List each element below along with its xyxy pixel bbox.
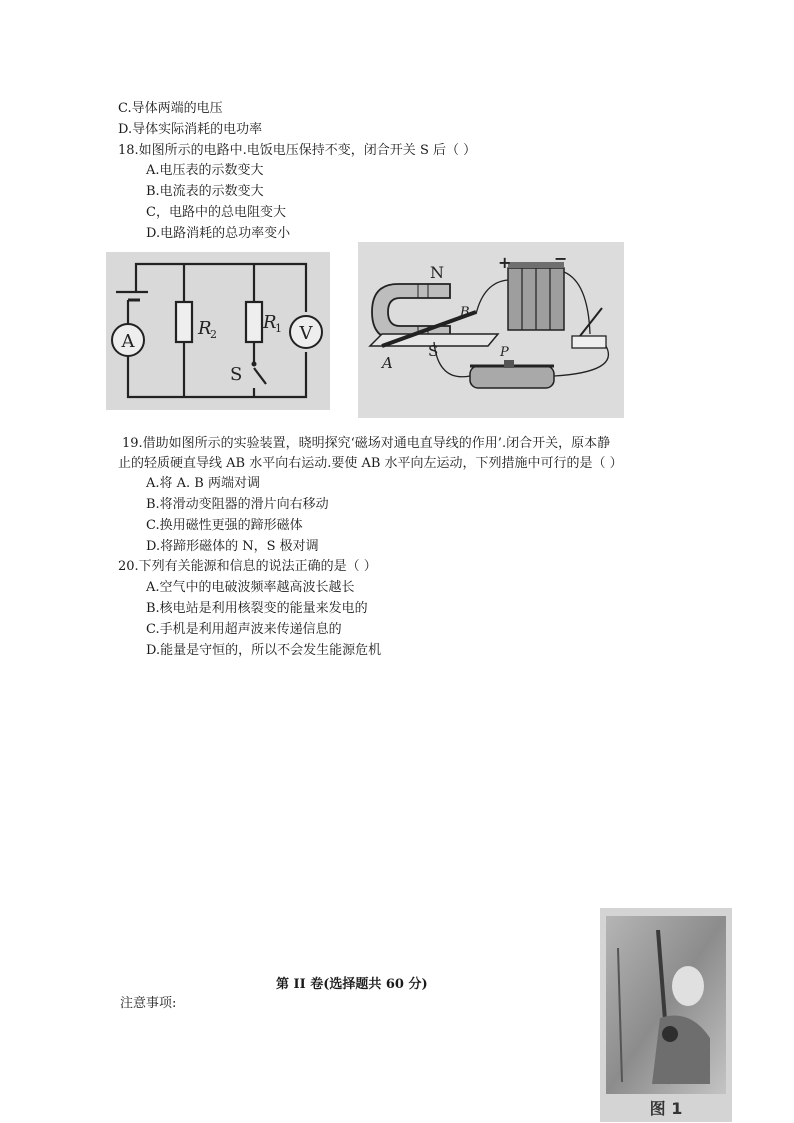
r1-label: R xyxy=(263,312,277,333)
q18-option-a: A.电压表的示数变大 xyxy=(146,163,264,178)
q20-stem: 20.下列有关能源和信息的说法正确的是（ ） xyxy=(118,559,377,574)
apparatus-diagram xyxy=(358,242,624,418)
apparatus-p-label: P xyxy=(500,345,509,360)
q18-option-d: D.电路消耗的总功率变小 xyxy=(146,226,291,241)
apparatus-n-label: N xyxy=(430,263,444,282)
apparatus-plus-label: + xyxy=(498,253,512,272)
voltmeter-label: V xyxy=(299,323,313,344)
apparatus-b-label: B xyxy=(460,305,470,320)
figure-1-photo xyxy=(600,908,732,1122)
q18-option-b: B.电流表的示数变大 xyxy=(146,184,264,199)
q19-option-d: D.将蹄形磁体的 N，S 极对调 xyxy=(146,539,319,554)
r1-sub: 1 xyxy=(275,322,282,335)
apparatus-s-label: S xyxy=(428,342,439,360)
q19-option-b: B.将滑动变阻器的滑片向右移动 xyxy=(146,497,329,512)
apparatus-minus-label: − xyxy=(554,249,568,268)
circuit-diagram xyxy=(106,252,330,410)
prev-option-d: D.导体实际消耗的电功率 xyxy=(118,122,263,137)
q19-option-a: A.将 A. B 两端对调 xyxy=(146,476,260,491)
section-title: 第 II 卷(选择题共 60 分) xyxy=(276,977,428,992)
q20-option-a: A.空气中的电破波频率越高波长越长 xyxy=(146,580,355,595)
q18-stem: 18.如图所示的电路中.电饭电压保持不变，闭合开关 S 后（ ） xyxy=(118,143,477,158)
notes-label: 注意事项: xyxy=(120,996,177,1011)
q20-option-b: B.核电站是利用核裂变的能量来发电的 xyxy=(146,601,368,616)
q19-stem-line2: 止的轻质硬直导线 AB 水平向右运动.要使 AB 水平向左运动，下列措施中可行的是（ ） xyxy=(118,456,623,471)
apparatus-a-label: A xyxy=(382,354,393,372)
q18-option-c: C，电路中的总电阻变大 xyxy=(146,205,286,220)
q19-stem-line1: 19.借助如图所示的实验装置，晓明探究‘磁场对通电直导线的作用’.闭合开关，原本静 xyxy=(122,436,611,451)
q20-option-c: C.手机是利用超声波来传递信息的 xyxy=(146,622,342,637)
prev-option-c: C.导体两端的电压 xyxy=(118,101,223,116)
ammeter-label: A xyxy=(121,331,135,352)
q19-option-c: C.换用磁性更强的蹄形磁体 xyxy=(146,518,303,533)
r2-sub: 2 xyxy=(210,328,217,341)
switch-label: S xyxy=(230,364,243,385)
r2-label: R xyxy=(198,318,212,339)
photo-caption: 图 1 xyxy=(649,1099,683,1118)
q20-option-d: D.能量是守恒的，所以不会发生能源危机 xyxy=(146,643,382,658)
